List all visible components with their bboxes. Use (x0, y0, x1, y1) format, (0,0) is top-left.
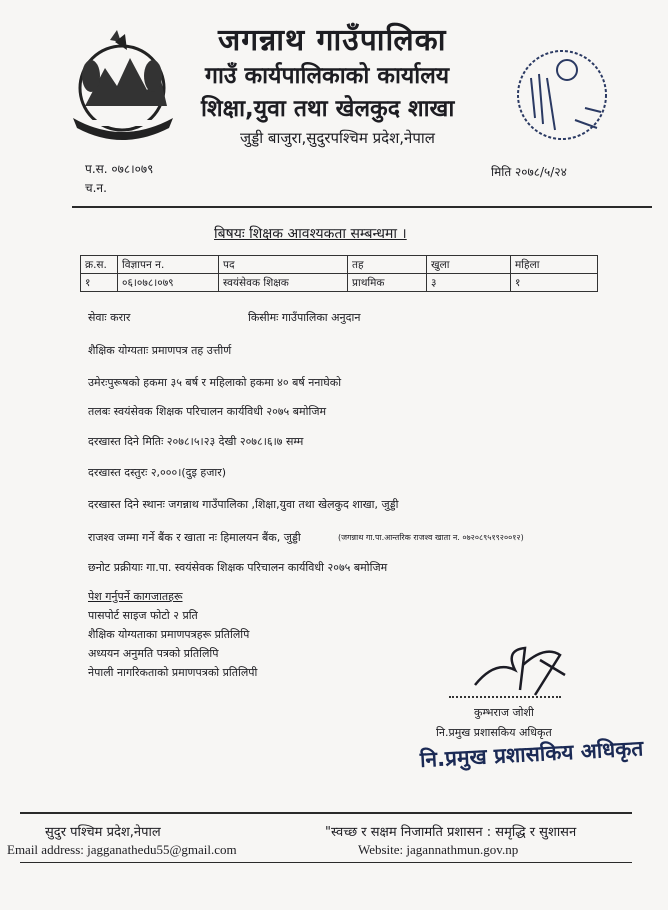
table-cell: प्राथमिक (348, 274, 427, 292)
section-name: शिक्षा,युवा तथा खेलकुद शाखा (201, 96, 455, 122)
application-fee: दरखास्त दस्तुरः २,०००।(दुइ हजार) (88, 466, 227, 479)
revenue-account-note: (जगन्नाथ गा.पा.आन्तरिक राजश्व खाता न. ०७२०८९५१९२००१२) (338, 533, 524, 542)
header-divider (72, 206, 652, 208)
signatory-designation: नि.प्रमुख प्रशासकिय अधिकृत (436, 726, 552, 739)
grant-type: किसीमः गाउँपालिका अनुदान (248, 311, 361, 324)
application-place: दरखास्त दिने स्थानः जगन्नाथ गाउँपालिका ,शिक्षा,युवा तथा खेलकुद शाखा, जुड्डी (88, 498, 399, 511)
table-header-cell: खुला (427, 256, 511, 274)
dispatch-number: च.न. (85, 181, 107, 195)
table-cell: ३ (427, 274, 511, 292)
table-header-row (81, 256, 598, 274)
service-type: सेवाः करार (88, 311, 131, 324)
table-row (81, 274, 598, 292)
list-item: पासपोर्ट साइज फोटो २ प्रति (88, 609, 198, 622)
table-cell: १ (81, 274, 118, 292)
office-stamp-seal (515, 48, 610, 143)
designation-stamp: नि.प्रमुख प्रशासकिय अधिकृत (419, 736, 644, 772)
qualification: शैक्षिक योग्यताः प्रमाणपत्र तह उत्तीर्ण (88, 344, 232, 357)
letter-date: मिति २०७८/५/२४ (491, 165, 567, 179)
handwritten-signature (465, 640, 575, 700)
footer-divider (20, 812, 632, 814)
footer-bottom-rule (20, 862, 632, 863)
table-header-cell: तह (348, 256, 427, 274)
list-item: शैक्षिक योग्यताका प्रमाणपत्रहरू प्रतिलिपि (88, 628, 250, 641)
office-address: जुड्डी बाजुरा,सुदुरपश्चिम प्रदेश,नेपाल (240, 129, 435, 147)
footer-province: सुदुर पश्चिम प्रदेश,नेपाल (45, 825, 161, 840)
subject-line: बिषयः शिक्षक आवश्यकता सम्बन्धमा । (214, 226, 407, 242)
signature-dotted-line (449, 696, 561, 698)
office-name: गाउँ कार्यपालिकाको कार्यालय (205, 63, 450, 89)
footer-slogan: "स्वच्छ र सक्षम निजामति प्रशासन : समृद्धि र सुशासन (325, 825, 577, 840)
selection-process: छनोट प्रक्रीयाः गा.पा. स्वयंसेवक शिक्षक परिचालन कार्यविधी २०७५ बमोजिम (88, 561, 388, 574)
table-cell: ०६।०७८।०७९ (118, 274, 219, 292)
letter-number: प.स. ०७८।०७९ (85, 162, 154, 176)
list-item: नेपाली नागरिकताको प्रमाणपत्रको प्रतिलिपी (88, 666, 258, 679)
table-header-cell: पद (219, 256, 348, 274)
nepal-emblem-logo (55, 28, 190, 143)
table-cell: १ (511, 274, 598, 292)
table-header-cell: महिला (511, 256, 598, 274)
table-header-cell: विज्ञापन न. (118, 256, 219, 274)
documents-heading: पेश गर्नुपर्ने कागजातहरू (88, 590, 183, 603)
age-limit: उमेरःपुरूषको हकमा ३५ बर्ष र महिलाको हकमा ४० बर्ष ननाघेको (88, 376, 342, 389)
vacancy-table (80, 255, 598, 292)
table-header-cell: क्र.स. (81, 256, 118, 274)
footer-email: Email address: jagganathedu55@gmail.com (7, 842, 237, 857)
footer-website: Website: jagannathmun.gov.np (358, 842, 519, 857)
salary: तलबः स्वयंसेवक शिक्षक परिचालन कार्यविधी २०७५ बमोजिम (88, 405, 327, 418)
municipality-title: जगन्नाथ गाउँपालिका (218, 23, 447, 58)
list-item: अध्ययन अनुमति पत्रको प्रतिलिपि (88, 647, 219, 660)
revenue-bank: राजश्व जम्मा गर्ने बैंक र खाता नः हिमालयन बैंक, जुड्डी (88, 531, 301, 544)
application-dates: दरखास्त दिने मितिः २०७८।५।२३ देखी २०७८।६।७ सम्म (88, 435, 304, 448)
table-cell: स्वयंसेवक शिक्षक (219, 274, 348, 292)
signatory-name: कुम्भराज जोशी (474, 706, 534, 719)
